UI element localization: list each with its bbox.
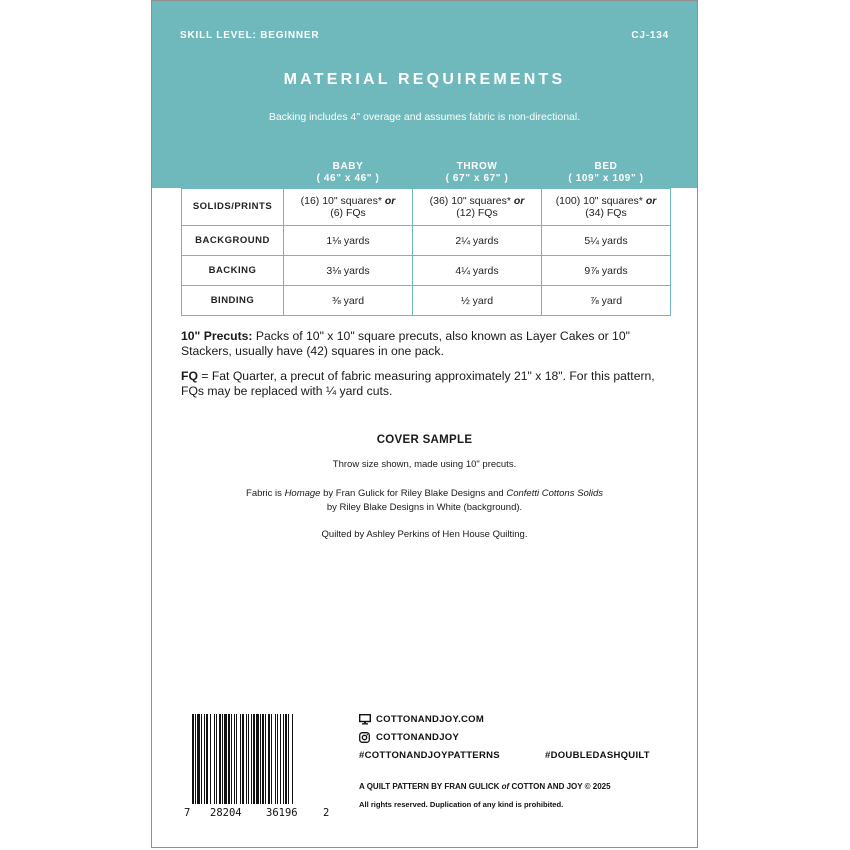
cell-text: (34) FQs bbox=[585, 207, 627, 219]
fq-note bbox=[181, 369, 676, 399]
fq-text: = Fat Quarter, a precut of fabric measuring approximately 21" x 18". For this pattern, FQs may be replaced with ¼ yard cuts. bbox=[181, 369, 655, 398]
pattern-back-cover bbox=[151, 0, 698, 848]
table-row-backing bbox=[182, 256, 671, 286]
hashtag-quilt: #DOUBLEDASHQUILT bbox=[545, 750, 650, 761]
instagram-icon bbox=[359, 732, 370, 743]
table-cell: ½ yard bbox=[413, 286, 542, 316]
barcode-digit: 36196 bbox=[266, 807, 298, 819]
column-header-baby bbox=[284, 157, 413, 189]
table-row-background bbox=[182, 226, 671, 256]
table-corner bbox=[182, 157, 284, 189]
barcode-digit: 7 bbox=[184, 807, 191, 819]
barcode bbox=[192, 714, 331, 804]
or-text: or bbox=[645, 195, 657, 207]
table-cell: ⅜ yard bbox=[284, 286, 413, 316]
row-label: SOLIDS/PRINTS bbox=[182, 189, 284, 226]
fabric-line-name: Homage bbox=[284, 488, 321, 499]
rights-notice: All rights reserved. Duplication of any kind is prohibited. bbox=[359, 800, 564, 809]
credit-text: COTTON AND JOY © 2025 bbox=[511, 782, 611, 791]
page-title: MATERIAL REQUIREMENTS bbox=[283, 71, 566, 88]
table-header-row bbox=[182, 157, 671, 189]
instagram-handle[interactable]: COTTONANDJOY bbox=[376, 732, 460, 743]
precuts-note bbox=[181, 329, 676, 359]
column-name: THROW bbox=[456, 160, 498, 172]
precuts-text: Packs of 10" x 10" square precuts, also known as Layer Cakes or 10" Stackers, usually have (42) squares in one pack. bbox=[181, 329, 630, 358]
table-cell: 1⅛ yards bbox=[284, 226, 413, 256]
skill-level: SKILL LEVEL: BEGINNER bbox=[180, 30, 320, 41]
fabric-text: by Fran Gulick for Riley Blake Designs and bbox=[320, 488, 507, 499]
cell-text: (6) FQs bbox=[330, 207, 366, 219]
column-name: BABY bbox=[332, 160, 364, 172]
cover-sample-size: Throw size shown, made using 10" precuts. bbox=[332, 459, 517, 470]
credit-of: of bbox=[501, 782, 510, 791]
column-size: ( 67" x 67" ) bbox=[445, 172, 509, 184]
fq-label: FQ bbox=[181, 369, 198, 383]
quilted-by: Quilted by Ashley Perkins of Hen House Quilting. bbox=[321, 529, 528, 540]
website-link[interactable]: COTTONANDJOY.COM bbox=[376, 714, 485, 725]
cell-text: (100) 10" squares* bbox=[555, 195, 643, 207]
cell-text: (12) FQs bbox=[456, 207, 498, 219]
or-text: or bbox=[384, 195, 396, 207]
table-cell: 2¼ yards bbox=[413, 226, 542, 256]
column-header-bed bbox=[542, 157, 671, 189]
column-header-throw bbox=[413, 157, 542, 189]
fabric-line-name: Confetti Cottons Solids bbox=[506, 488, 603, 499]
column-size: ( 46" x 46" ) bbox=[316, 172, 380, 184]
hashtag-brand: #COTTONANDJOYPATTERNS bbox=[359, 750, 500, 761]
table-cell: ⅞ yard bbox=[542, 286, 671, 316]
table-row-binding bbox=[182, 286, 671, 316]
fabric-text: Fabric is bbox=[246, 488, 285, 499]
row-label: BACKING bbox=[182, 256, 284, 286]
table-cell: 3⅛ yards bbox=[284, 256, 413, 286]
barcode-digit: 2 bbox=[323, 807, 330, 819]
backing-note: Backing includes 4" overage and assumes fabric is non-directional. bbox=[268, 111, 581, 123]
table-cell: 5¼ yards bbox=[542, 226, 671, 256]
column-name: BED bbox=[594, 160, 618, 172]
table-cell bbox=[284, 189, 413, 226]
pattern-code: CJ-134 bbox=[631, 30, 669, 41]
fabric-text: by Riley Blake Designs in White (background). bbox=[326, 502, 523, 513]
precuts-label: 10" Precuts: bbox=[181, 329, 253, 343]
row-label: BINDING bbox=[182, 286, 284, 316]
cell-text: (16) 10" squares* bbox=[300, 195, 382, 207]
cover-sample-title: COVER SAMPLE bbox=[376, 434, 473, 446]
credit-text: A QUILT PATTERN BY FRAN GULICK bbox=[359, 782, 500, 791]
table-cell: 9⅞ yards bbox=[542, 256, 671, 286]
pattern-credit bbox=[359, 782, 611, 791]
material-table bbox=[181, 156, 671, 316]
cover-sample-fabric bbox=[152, 487, 697, 515]
barcode-digit: 28204 bbox=[210, 807, 242, 819]
table-cell bbox=[413, 189, 542, 226]
row-label: BACKGROUND bbox=[182, 226, 284, 256]
table-cell: 4¼ yards bbox=[413, 256, 542, 286]
table-cell bbox=[542, 189, 671, 226]
cell-text: (36) 10" squares* bbox=[429, 195, 511, 207]
table-row-solids bbox=[182, 189, 671, 226]
column-size: ( 109" x 109" ) bbox=[568, 172, 644, 184]
monitor-icon bbox=[359, 714, 371, 725]
or-text: or bbox=[513, 195, 525, 207]
